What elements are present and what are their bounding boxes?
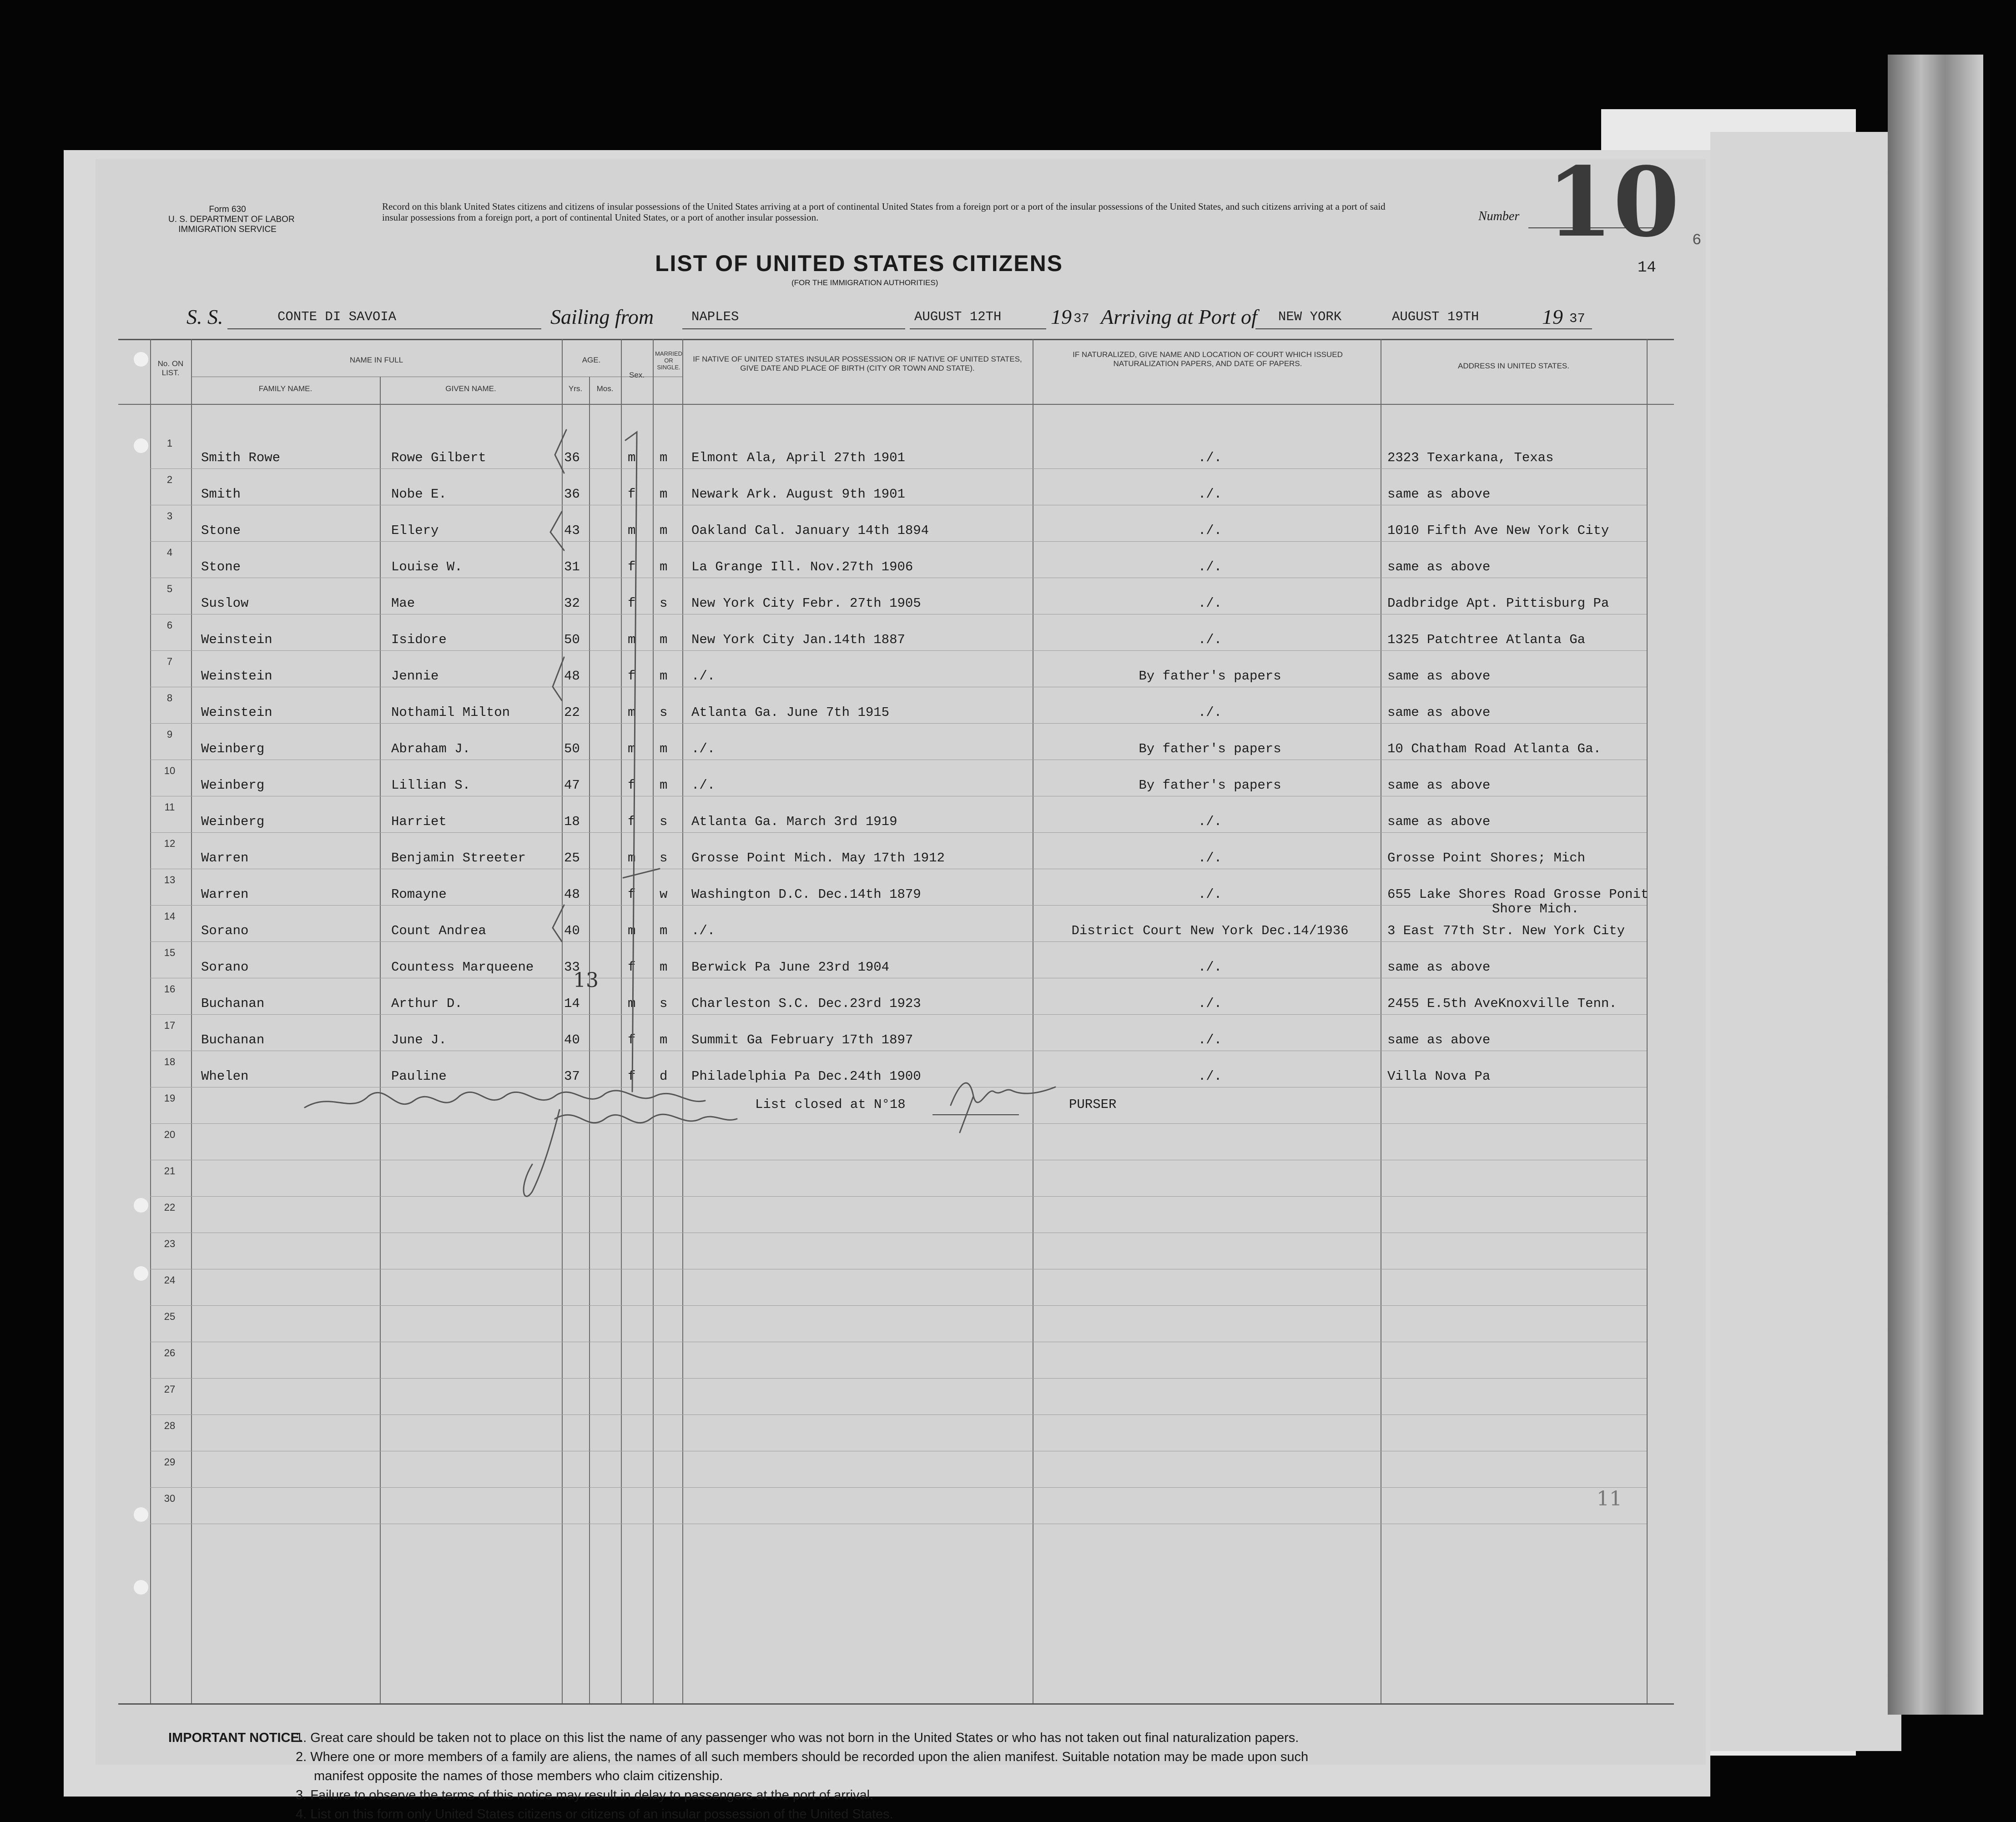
marital-status: m [660,669,668,684]
family-name: Smith [201,487,241,502]
sailing-year-prefix: 19 [1051,305,1072,328]
naturalization: ./. [1198,559,1222,574]
naturalization: ./. [1198,1032,1222,1047]
birth-date-place: ./. [691,741,716,756]
col-header-age: AGE. [582,356,601,364]
row-number: 17 [164,1020,176,1031]
marital-status: d [660,1069,668,1084]
birth-date-place: Newark Ark. August 9th 1901 [691,487,905,502]
given-name: Abraham J. [391,741,471,756]
age-years: 48 [564,887,580,902]
sex: f [628,778,636,793]
margin-mark: 11 [1597,1487,1622,1510]
birth-date-place: Washington D.C. Dec.14th 1879 [691,887,921,902]
family-name: Weinberg [201,778,265,793]
marital-status: m [660,1032,668,1047]
col-header-birth: IF NATIVE OF UNITED STATES INSULAR POSSESSION OR IF NATIVE OF UNITED STATES, GIVE DATE AND PLACE OF BIRTH (CITY OR TOWN AND STATE). [693,355,1022,372]
row-number: 4 [166,547,173,558]
age-years: 50 [564,632,580,647]
col-header-given: GIVEN NAME. [445,384,496,393]
naturalization: ./. [1198,487,1222,502]
naturalization: ./. [1198,814,1222,829]
sailing-port: NAPLES [691,309,739,324]
family-name: Sorano [201,960,249,975]
sex: m [628,851,636,866]
us-address: same as above [1387,814,1491,829]
notice-item-2: 2. Where one or more members of a family are aliens, the names of all such members should be recorded upon the alien manifest. Suitable notation may be made upon such [296,1750,1309,1764]
sex: m [628,450,636,465]
background-page-edge [1710,132,1901,1751]
notice-label: IMPORTANT NOTICE. [168,1731,303,1745]
naturalization: ./. [1198,851,1222,866]
arrival-year: 37 [1569,311,1585,326]
birth-date-place: ./. [691,923,716,938]
us-address-cont: Shore Mich. [1492,901,1579,916]
row-number: 9 [166,729,173,740]
row-number: 29 [164,1456,176,1468]
binder-holes [134,352,148,1595]
row-number: 3 [166,510,173,522]
marital-status: s [660,705,668,720]
col-header-family: FAMILY NAME. [258,384,312,393]
age-years: 43 [564,523,580,538]
age-years: 33 [564,960,580,975]
number-label: Number [1478,209,1520,223]
col-header-married: MARRIED OR SINGLE. [655,350,682,371]
row-number: 18 [164,1056,176,1067]
age-years: 47 [564,778,580,793]
row-number: 28 [164,1420,176,1431]
family-name: Weinberg [201,741,265,756]
arrival-year-prefix: 19 [1542,305,1563,328]
us-address: 1325 Patchtree Atlanta Ga [1387,632,1586,647]
notice-item-1: 1. Great care should be taken not to place on this list the name of any passenger who was not born in the United States or who has not taken out final naturalization papers. [296,1731,1299,1745]
table-bottom-rule [118,1703,1674,1705]
family-name: Warren [201,851,249,866]
row-number: 13 [164,874,176,886]
age-years: 50 [564,741,580,756]
form-number: Form 630 [209,205,246,214]
sex: f [628,596,636,611]
age-years: 36 [564,487,580,502]
row-number: 6 [166,619,173,631]
sex: f [628,1032,636,1047]
sex: m [628,923,636,938]
age-years: 22 [564,705,580,720]
sex: f [628,960,636,975]
family-name: Suslow [201,596,249,611]
sex: f [628,887,636,902]
given-name: Lillian S. [391,778,471,793]
marital-status: m [660,487,668,502]
sex: m [628,741,636,756]
given-name: Jennie [391,669,439,684]
ship-name: CONTE DI SAVOIA [277,309,397,324]
col-header-mos: Mos. [596,384,614,393]
marital-status: m [660,450,668,465]
birth-date-place: Elmont Ala, April 27th 1901 [691,450,905,465]
row-number: 21 [164,1165,176,1177]
birth-date-place: Charleston S.C. Dec.23rd 1923 [691,996,921,1011]
age-years: 32 [564,596,580,611]
age-years: 14 [564,996,580,1011]
row-number: 27 [164,1384,176,1395]
marital-status: w [660,887,668,902]
us-address: same as above [1387,559,1491,574]
given-name: Ellery [391,523,439,538]
arrival-date: AUGUST 19TH [1392,309,1479,324]
handwriting-overlay [96,159,1706,1765]
side-mark: 6 [1692,232,1702,249]
age-years: 40 [564,1032,580,1047]
naturalization: ./. [1198,632,1222,647]
birth-date-place: Grosse Point Mich. May 17th 1912 [691,851,945,866]
sex: f [628,814,636,829]
row-number: 30 [164,1493,176,1504]
naturalization: ./. [1198,596,1222,611]
sailing-label: Sailing from [550,305,654,328]
us-address: 1010 Fifth Ave New York City [1387,523,1609,538]
age-years: 36 [564,450,580,465]
marital-status: s [660,596,668,611]
marital-status: s [660,851,668,866]
row-number: 1 [166,438,173,449]
naturalization: ./. [1198,1069,1222,1084]
naturalization: ./. [1198,705,1222,720]
birth-date-place: ./. [691,669,716,684]
given-name: Nobe E. [391,487,447,502]
birth-date-place: Oakland Cal. January 14th 1894 [691,523,929,538]
naturalization: ./. [1198,960,1222,975]
family-name: Weinberg [201,814,265,829]
row-number: 10 [164,765,176,776]
birth-date-place: Atlanta Ga. March 3rd 1919 [691,814,897,829]
family-name: Stone [201,523,241,538]
us-address: Villa Nova Pa [1387,1069,1491,1084]
birth-date-place: New York City Jan.14th 1887 [691,632,905,647]
us-address: same as above [1387,705,1491,720]
marital-status: m [660,559,668,574]
given-name: Nothamil Milton [391,705,510,720]
marital-status: s [660,996,668,1011]
col-header-name: NAME IN FULL [349,356,403,364]
age-years: 25 [564,851,580,866]
us-address: 2455 E.5th AveKnoxville Tenn. [1387,996,1617,1011]
purser-signature-drawing [951,1083,1055,1132]
birth-date-place: ./. [691,778,716,793]
list-number: 10 [1547,146,1680,258]
arrival-port: NEW YORK [1278,309,1342,324]
us-address: Grosse Point Shores; Mich [1387,851,1586,866]
col-header-naturalized: IF NATURALIZED, GIVE NAME AND LOCATION OF COURT WHICH ISSUED NATURALIZATION PAPERS, AND DATE OF PAPERS. [1073,350,1343,368]
col-header-yrs: Yrs. [568,384,583,393]
col-header-address: ADDRESS IN UNITED STATES. [1458,362,1569,370]
given-name: Countess Marqueene [391,960,534,975]
family-name: Whelen [201,1069,249,1084]
family-name: Weinstein [201,669,272,684]
notice-item-3: 3. Failure to observe the terms of this notice may result in delay to passengers at the port of arrival. [296,1788,874,1802]
us-address: 655 Lake Shores Road Grosse Ponit [1387,887,1649,902]
given-name: Pauline [391,1069,447,1084]
row-number: 12 [164,838,176,849]
birth-date-place: Atlanta Ga. June 7th 1915 [691,705,890,720]
family-name: Stone [201,559,241,574]
naturalization: ./. [1198,887,1222,902]
sex: m [628,705,636,720]
sex: f [628,669,636,684]
family-name: Sorano [201,923,249,938]
given-name: Louise W. [391,559,463,574]
marital-status: m [660,632,668,647]
marital-status: m [660,741,668,756]
naturalization: District Court New York Dec.14/1936 [1071,923,1349,938]
marital-status: s [660,814,668,829]
marital-status: m [660,523,668,538]
row-number: 22 [164,1202,176,1213]
notice-item-2-cont: manifest opposite the names of those members who claim citizenship. [314,1769,723,1783]
purser-label: PURSER [1069,1097,1117,1112]
sex: m [628,632,636,647]
page-mark: 14 [1638,259,1656,277]
given-name: Count Andrea [391,923,486,938]
ss-label: S. S. [186,305,223,328]
family-name: Warren [201,887,249,902]
birth-date-place: Philadelphia Pa Dec.24th 1900 [691,1069,921,1084]
age-years: 31 [564,559,580,574]
birth-date-place: La Grange Ill. Nov.27th 1906 [691,559,913,574]
sex: f [628,559,636,574]
family-name: Buchanan [201,996,265,1011]
row-number: 16 [164,983,176,995]
birth-date-place: Summit Ga February 17th 1897 [691,1032,913,1047]
sex: f [628,487,636,502]
family-name: Buchanan [201,1032,265,1047]
naturalization: ./. [1198,523,1222,538]
us-address: same as above [1387,1032,1491,1047]
page-subtitle: (FOR THE IMMIGRATION AUTHORITIES) [791,278,938,287]
row-number: 25 [164,1311,176,1322]
age-years: 48 [564,669,580,684]
family-name: Smith Rowe [201,450,281,465]
naturalization: By father's papers [1139,778,1281,793]
age-correction: 13 [573,969,599,992]
age-years: 40 [564,923,580,938]
sailing-year: 37 [1074,311,1089,326]
marital-status: m [660,960,668,975]
col-header-sex: Sex. [629,371,645,379]
department: U. S. DEPARTMENT OF LABOR [168,215,295,224]
age-years: 37 [564,1069,580,1084]
birth-date-place: Berwick Pa June 23rd 1904 [691,960,890,975]
us-address: 2323 Texarkana, Texas [1387,450,1554,465]
us-address: Dadbridge Apt. Pittisburg Pa [1387,596,1609,611]
check-marks [550,430,660,1092]
row-number: 15 [164,947,176,958]
row-number: 2 [166,474,173,485]
sailing-date: AUGUST 12TH [914,309,1002,324]
us-address: same as above [1387,669,1491,684]
row-number: 8 [166,692,173,704]
handwritten-signature [305,1091,737,1197]
us-address: 3 East 77th Str. New York City [1387,923,1625,938]
row-number: 5 [166,583,173,594]
given-name: Arthur D. [391,996,463,1011]
given-name: June J. [391,1032,447,1047]
naturalization: By father's papers [1139,741,1281,756]
sex: f [628,1069,636,1084]
us-address: same as above [1387,960,1491,975]
naturalization: By father's papers [1139,669,1281,684]
page-title: LIST OF UNITED STATES CITIZENS [655,251,1063,276]
family-name: Weinstein [201,705,272,720]
arriving-label: Arriving at Port of [1101,305,1257,328]
given-name: Harriet [391,814,447,829]
age-years: 18 [564,814,580,829]
row-number: 14 [164,911,176,922]
row-number: 23 [164,1238,176,1249]
us-address: same as above [1387,778,1491,793]
row-number: 24 [164,1274,176,1286]
form-instructions: Record on this blank United States citizens and citizens of insular possessions of the United States arriving at a port of continental United States from a foreign port or a port of the insular possessions of the United States, and such citizens arriving at a port of said insular possessions from a foreign port, a port of continental United States, or a port of another insular possession. [382,201,1386,223]
given-name: Romayne [391,887,447,902]
naturalization: ./. [1198,996,1222,1011]
marital-status: m [660,923,668,938]
col-header-no: No. ON LIST. [157,359,184,377]
given-name: Rowe Gilbert [391,450,486,465]
birth-date-place: New York City Febr. 27th 1905 [691,596,921,611]
manifest-form [96,146,1706,1822]
row-number: 7 [166,656,173,667]
us-address: same as above [1387,487,1491,502]
given-name: Mae [391,596,415,611]
list-closed-note: List closed at N°18 [755,1097,906,1112]
sex: m [628,523,636,538]
naturalization: ./. [1198,450,1222,465]
row-number: 19 [164,1092,176,1104]
given-name: Benjamin Streeter [391,851,526,866]
row-number: 20 [164,1129,176,1140]
notice-item-4: 4. List on this form only United States citizens or citizens of an insular possession of the United States. [296,1807,893,1822]
sex: m [628,996,636,1011]
us-address: 10 Chatham Road Atlanta Ga. [1387,741,1601,756]
row-number: 26 [164,1347,176,1359]
background-strip [1888,55,1983,1715]
service: IMMIGRATION SERVICE [178,225,277,234]
marital-status: m [660,778,668,793]
given-name: Isidore [391,632,447,647]
row-number: 11 [164,801,175,813]
family-name: Weinstein [201,632,272,647]
